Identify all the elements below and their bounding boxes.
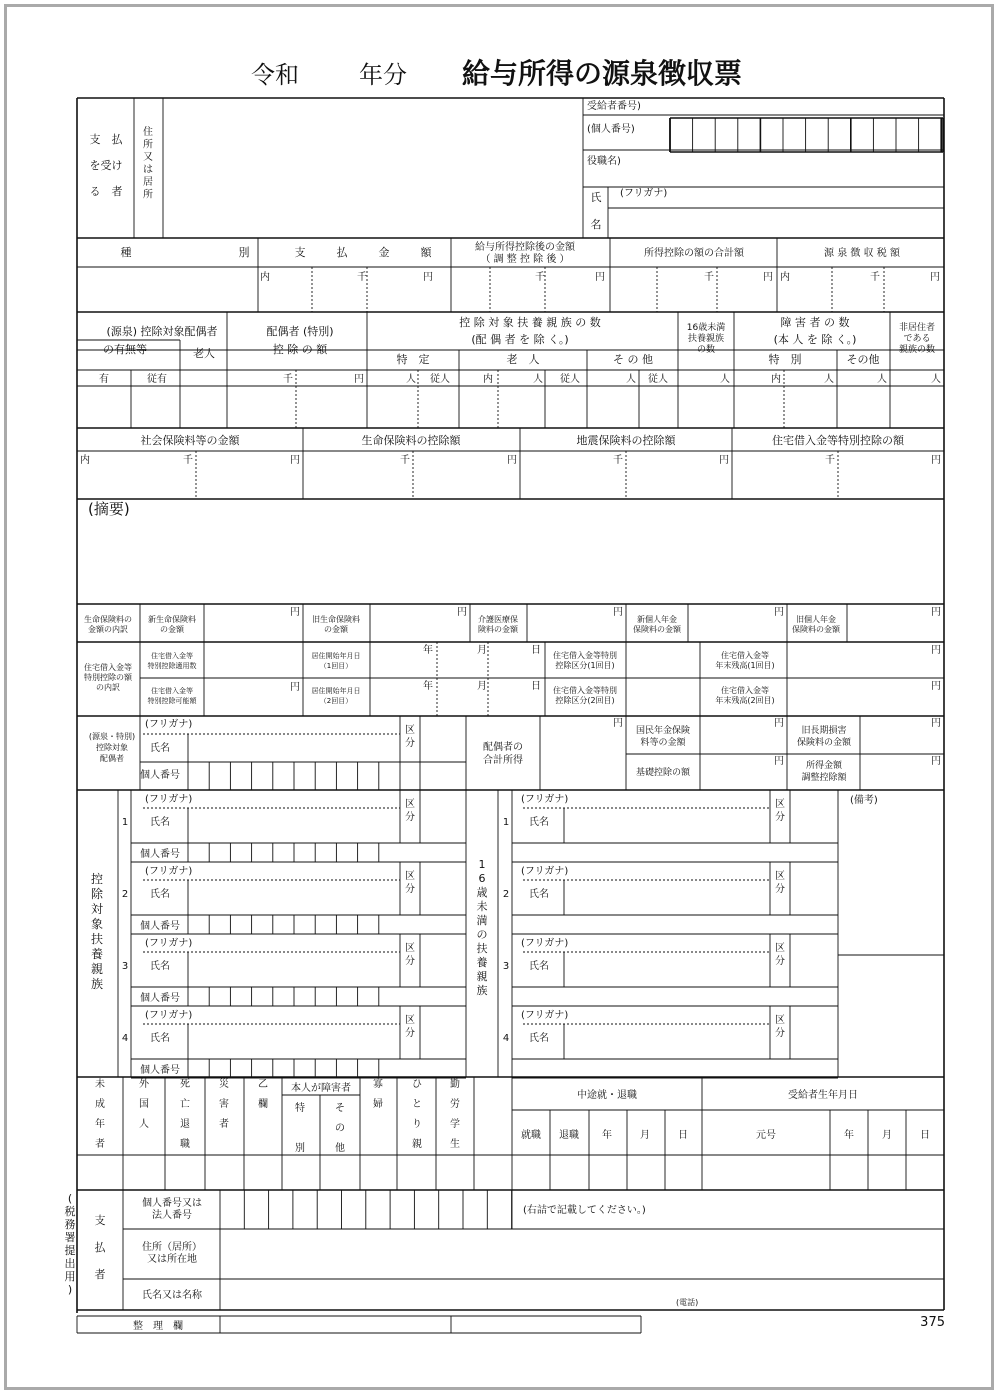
under16-label: 養: [476, 956, 488, 969]
form-label: 人: [720, 374, 730, 385]
payer-name-label: 氏名又は名称: [142, 1290, 202, 1301]
form-label: 元号: [756, 1130, 776, 1141]
unit-mark: 円: [763, 272, 773, 283]
form-label: 円: [774, 718, 784, 729]
unit-mark: 千: [357, 272, 367, 283]
form-label: 分: [405, 812, 415, 823]
form-label: そ: [335, 1103, 345, 1114]
dependents-label: 控: [90, 872, 104, 886]
submission-label: 用: [64, 1270, 76, 1283]
form-label: 退職: [559, 1130, 579, 1141]
spouse-detail-label: 控除対象: [96, 743, 128, 752]
form-label: 分: [405, 956, 415, 967]
status-column: 亡: [180, 1099, 190, 1110]
payment-amount-header: 支: [294, 246, 306, 259]
phone-label: (電話): [676, 1298, 699, 1307]
form-label: 個人番号: [140, 921, 180, 932]
form-label: 人: [406, 374, 416, 385]
dependents-label: 養: [90, 947, 104, 961]
dependents-label: 対: [90, 902, 104, 916]
unit-mark: 千: [535, 272, 545, 283]
form-label: 調整控除額: [801, 773, 847, 783]
form-label: 個人番号: [140, 1065, 180, 1076]
form-label: 分: [405, 884, 415, 895]
unit-mark: 円: [613, 607, 623, 618]
era-label: 令和: [251, 61, 299, 89]
unit-mark: 円: [774, 607, 784, 618]
form-label: 年: [602, 1130, 612, 1141]
status-column: 年: [95, 1119, 105, 1130]
unit-mark: 円: [595, 272, 605, 283]
status-column: ひ: [412, 1079, 422, 1090]
organize-field-label: 整 理 欄: [133, 1321, 183, 1332]
form-label: 特別控除適用数: [147, 662, 197, 670]
form-label: 住宅借入金等特別: [553, 686, 617, 695]
form-label: 人: [877, 374, 887, 385]
unit-mark: 円: [290, 607, 300, 618]
form-label: 日: [531, 645, 541, 656]
status-column: 未: [95, 1079, 105, 1090]
form-label: 区: [405, 943, 415, 954]
unit-mark: 円: [457, 607, 467, 618]
form-label: 居住開始年月日: [311, 687, 361, 695]
form-label: 住宅借入金等: [151, 652, 193, 660]
form-label: 旧生命保険料: [312, 615, 360, 624]
spouse-personal-number-label: 個人番号: [140, 770, 180, 781]
payer-label: 払: [94, 1241, 106, 1254]
dependent-number: 4: [121, 1033, 129, 1044]
form-label: 氏名: [150, 817, 170, 828]
submission-label: 税: [64, 1205, 76, 1218]
summary-label: (摘要): [88, 500, 130, 518]
status-column: 人: [139, 1119, 149, 1130]
form-label: その他: [846, 353, 880, 366]
form-label: 円: [931, 756, 941, 767]
under16-label: の: [476, 928, 488, 941]
form-label: 基礎控除の額: [635, 768, 691, 778]
personal-number-label: (個人番号): [587, 124, 635, 135]
furigana-label: (フリガナ): [620, 188, 668, 199]
name-label: 氏: [590, 191, 602, 204]
page-number: 375: [920, 1315, 945, 1330]
dependents-label: 除: [90, 887, 104, 901]
under16-header: 16歳未満: [686, 323, 726, 333]
name-label: 名: [590, 218, 602, 231]
spouse-detail-label: (源泉・特別): [88, 732, 136, 741]
form-label: 氏名: [150, 743, 170, 754]
midyear-label: 中途就・退職: [577, 1090, 637, 1101]
submission-label: 出: [64, 1257, 76, 1270]
form-label: 氏名: [529, 961, 549, 972]
form-label: 千: [283, 374, 293, 385]
nonresident-header: 親族の数: [898, 345, 936, 355]
under16-label: 1: [478, 858, 486, 871]
form-label: (フリガナ): [521, 938, 569, 949]
form-label: (フリガナ): [145, 794, 193, 805]
form-label: 介護医療保: [478, 615, 518, 624]
form-label: 内: [80, 455, 90, 466]
housing-loan-header: 住宅借入金等特別控除の額: [772, 434, 904, 447]
form-label: 特: [295, 1103, 305, 1114]
unit-mark: 円: [931, 607, 941, 618]
payer-address-label: 又は所在地: [147, 1254, 197, 1265]
form-label: 2: [502, 889, 510, 900]
status-column: 害: [219, 1099, 229, 1110]
payment-amount-header: 払: [336, 246, 348, 259]
form-label: 年末残高(1回目): [715, 661, 775, 670]
birthdate-label: 受給者生年月日: [788, 1090, 858, 1101]
nonresident-header: 非居住者: [898, 323, 936, 333]
form-label: 日: [678, 1130, 688, 1141]
submission-label: 務: [64, 1218, 76, 1231]
form-label: 分: [775, 812, 785, 823]
form-label: 人: [931, 374, 941, 385]
disabled-count-header: 障 害 者 の 数: [780, 316, 850, 329]
status-column: 学: [450, 1119, 460, 1130]
spouse-income-label: 配偶者の: [483, 742, 523, 753]
under16-label: 族: [476, 984, 488, 997]
submission-label: (: [67, 1192, 73, 1205]
nonresident-header: である: [903, 334, 931, 344]
form-label: 円: [613, 718, 623, 729]
form-label: 氏名: [529, 817, 549, 828]
form-label: 険料の金額: [478, 625, 518, 634]
form-label: 区: [405, 725, 415, 736]
address-label: 住: [143, 127, 153, 138]
status-column: 者: [95, 1139, 105, 1150]
form-label: 就職: [521, 1130, 541, 1141]
under16-header: の数: [696, 345, 716, 355]
unit-mark: 千: [870, 272, 880, 283]
form-label: （ 調 整 控 除 後 ）: [480, 254, 570, 265]
form-label: (フリガナ): [521, 794, 569, 805]
form-label: 保険料の金額: [633, 625, 681, 634]
dependent-number: 3: [121, 961, 129, 972]
form-label: （1回目）: [319, 662, 353, 670]
payee-header: る 者: [89, 185, 123, 198]
form-label: 区: [775, 799, 785, 810]
form-label: 区: [775, 943, 785, 954]
withholding-tax-header: 源 泉 徴 収 税 額: [824, 248, 900, 259]
form-label: 区: [405, 1015, 415, 1026]
form-label: (フリガナ): [145, 719, 193, 730]
form-label: 氏名: [529, 889, 549, 900]
elderly-label: 老人: [193, 347, 215, 360]
under16-header: 扶養親族: [687, 334, 725, 344]
form-label: 料等の金額: [640, 738, 686, 748]
form-label: 別: [238, 246, 250, 259]
form-label: 氏名: [150, 961, 170, 972]
form-label: 千: [825, 455, 835, 466]
form-label: 円: [931, 455, 941, 466]
form-label: 円: [290, 682, 300, 693]
under16-label: 扶: [476, 942, 488, 955]
under16-label: 未: [476, 900, 488, 913]
form-label: 千: [400, 455, 410, 466]
disabled-self-label: 本人が障害者: [291, 1083, 351, 1094]
spouse-deduction-header: 配偶者 (特別): [266, 325, 334, 338]
form-label: 保険料の金額: [796, 738, 852, 748]
address-label: 所: [143, 139, 153, 151]
form-title: 給与所得の源泉徴収票: [461, 57, 743, 90]
address-label: 所: [143, 189, 153, 201]
housing-detail-label: 特別控除の額: [84, 673, 132, 682]
status-column: 退: [180, 1119, 190, 1130]
submission-label: 提: [64, 1244, 76, 1257]
form-label: （2回目）: [319, 697, 353, 705]
form-label: 円: [290, 455, 300, 466]
form-label: 内: [483, 374, 493, 385]
form-label: 千: [183, 455, 193, 466]
status-column: 者: [219, 1119, 229, 1130]
status-column: 労: [450, 1099, 460, 1110]
under16-label: 親: [476, 970, 488, 983]
payment-amount-header: 額: [420, 246, 432, 259]
housing-detail-label: の内訳: [96, 683, 120, 692]
form-label: 円: [774, 756, 784, 767]
form-label: 月: [640, 1130, 650, 1141]
under16-label: 歳: [476, 886, 488, 899]
payer-address-label: 住所（居所）: [142, 1242, 202, 1253]
form-label: 円: [931, 645, 941, 656]
form-label: 国民年金保険: [635, 726, 691, 736]
form-label: 円: [719, 455, 729, 466]
form-label: 住宅借入金等: [721, 686, 769, 695]
after-deduction-header: 給与所得控除後の金額: [475, 242, 575, 253]
form-label: 区: [775, 1015, 785, 1026]
right-align-note: (右詰で記載してください。): [523, 1205, 646, 1216]
payer-number-label: 個人番号又は: [142, 1198, 202, 1209]
form-label: 保険料の金額: [792, 625, 840, 634]
form-label: 住宅借入金等: [721, 651, 769, 660]
unit-mark: 千: [704, 272, 714, 283]
status-column: 親: [412, 1139, 422, 1150]
dependents-label: 象: [90, 917, 104, 931]
status-column: 成: [95, 1099, 105, 1110]
position-label: 役職名): [587, 156, 621, 167]
earthquake-insurance-header: 地震保険料の控除額: [576, 434, 676, 447]
dependents-label: 扶: [90, 932, 104, 946]
form-label: 分: [775, 956, 785, 967]
form-label: 月: [477, 681, 487, 692]
form-label: 所得金額: [805, 761, 843, 771]
status-column: り: [412, 1119, 422, 1130]
payee-header: を受け: [89, 159, 123, 172]
dependent-number: 1: [121, 817, 129, 828]
form-label: 有: [99, 374, 109, 385]
address-label: 又: [143, 152, 153, 163]
form-label: 旧長期損害: [801, 726, 847, 736]
form-label: 個人番号: [140, 849, 180, 860]
form-label: 円: [931, 681, 941, 692]
form-label: 千: [613, 455, 623, 466]
form-label: 人: [824, 374, 834, 385]
recipient-number-label: 受給者番号): [587, 101, 641, 112]
form-label: 新個人年金: [637, 615, 677, 624]
form-label: 特別控除可能額: [147, 697, 197, 705]
form-label: の金額: [324, 625, 348, 634]
form-label: 円: [354, 374, 364, 385]
form-label: 日: [531, 681, 541, 692]
form-label: 年: [423, 681, 433, 692]
dependent-number: 2: [121, 889, 129, 900]
payer-number-label: 法人番号: [152, 1210, 192, 1221]
year-label: 年分: [359, 61, 407, 89]
form-label: 個人番号: [140, 993, 180, 1004]
form-label: 円: [507, 455, 517, 466]
form-label: 区: [405, 799, 415, 810]
form-label: 日: [920, 1130, 930, 1141]
form-label: (フリガナ): [145, 938, 193, 949]
form-label: 4: [502, 1033, 510, 1044]
form-label: 氏名: [150, 1033, 170, 1044]
form-label: 従人: [430, 374, 450, 385]
type-label: 種: [120, 246, 132, 259]
status-column: 乙: [258, 1079, 268, 1090]
form-label: (フリガナ): [521, 1010, 569, 1021]
spouse-presence-header: (源泉) 控除対象配偶者: [106, 325, 218, 338]
form-label: 分: [775, 1028, 785, 1039]
form-label: 氏名: [150, 889, 170, 900]
uchi-unit: 内: [260, 272, 270, 283]
form-label: 居住開始年月日: [311, 652, 361, 660]
form-label: 氏名: [529, 1033, 549, 1044]
spouse-detail-label: 配偶者: [100, 754, 124, 763]
form-label: 従人: [648, 374, 668, 385]
form-label: 月: [882, 1130, 892, 1141]
form-label: 従有: [147, 374, 167, 385]
form-label: 老 人: [506, 353, 540, 366]
form-label: 区: [405, 871, 415, 882]
dependents-label: 族: [90, 977, 104, 991]
payer-label: 者: [94, 1268, 106, 1281]
status-column: 災: [219, 1079, 229, 1090]
payer-label: 支: [94, 1214, 106, 1227]
status-column: 死: [180, 1079, 190, 1090]
form-label: 特 別: [768, 353, 802, 366]
form-label: 新生命保険料: [148, 615, 196, 624]
under16-label: 満: [476, 914, 488, 927]
address-label: は: [143, 164, 153, 176]
form-label: の金額: [160, 625, 184, 634]
life-detail-label: 生命保険料の: [84, 615, 132, 624]
total-deduction-header: 所得控除の額の合計額: [644, 248, 744, 259]
under16-label: 6: [478, 872, 486, 885]
form-label: 住宅借入金等: [151, 687, 193, 695]
housing-detail-label: 住宅借入金等: [84, 663, 132, 672]
social-insurance-header: 社会保険料等の金額: [140, 434, 240, 447]
payment-amount-header: 金: [378, 246, 390, 259]
form-label: (フリガナ): [521, 866, 569, 877]
form-label: 人: [533, 374, 543, 385]
life-detail-label: 金額の内訳: [88, 625, 128, 634]
form-label: 人: [626, 374, 636, 385]
address-label: 居: [143, 177, 153, 188]
form-label: 年末残高(2回目): [715, 696, 775, 705]
status-column: 勤: [450, 1079, 460, 1090]
form-label: (フリガナ): [145, 866, 193, 877]
form-label: 年: [423, 645, 433, 656]
uchi-unit: 内: [780, 272, 790, 283]
unit-mark: 円: [423, 272, 433, 283]
form-label: 分: [405, 738, 415, 749]
form-label: 控除区分(1回目): [555, 661, 615, 670]
form-label: の有無等: [103, 343, 147, 356]
form-label: 住宅借入金等特別: [553, 651, 617, 660]
status-column: 欄: [258, 1099, 268, 1110]
life-insurance-header: 生命保険料の控除額: [361, 434, 461, 447]
form-label: 月: [477, 645, 487, 656]
submission-label: ): [67, 1283, 73, 1296]
unit-mark: 円: [930, 272, 940, 283]
form-label: 年: [844, 1130, 854, 1141]
form-label: 特 定: [396, 353, 430, 366]
submission-label: 署: [64, 1231, 76, 1244]
status-column: と: [412, 1099, 422, 1110]
remarks-label: (備考): [850, 795, 878, 806]
status-column: 生: [450, 1139, 460, 1150]
form-label: の: [335, 1123, 345, 1134]
form-label: 区: [775, 871, 785, 882]
form-label: 3: [502, 961, 510, 972]
spouse-income-label: 合計所得: [483, 755, 523, 766]
form-label: (本 人 を 除 く。): [773, 333, 857, 346]
form-label: 控 除 の 額: [272, 343, 328, 356]
form-label: 控除区分(2回目): [555, 696, 615, 705]
payee-header: 支 払: [89, 133, 123, 146]
form-label: (フリガナ): [145, 1010, 193, 1021]
form-label: 従人: [560, 374, 580, 385]
status-column: 寡: [373, 1079, 383, 1090]
status-column: 国: [139, 1099, 149, 1110]
form-label: 他: [335, 1143, 345, 1154]
form-label: 内: [771, 374, 781, 385]
form-label: 旧個人年金: [796, 615, 836, 624]
form-label: 1: [502, 817, 510, 828]
form-label: 別: [295, 1143, 305, 1154]
form-label: (配 偶 者 を 除 く。): [471, 333, 569, 346]
form-label: 分: [405, 1028, 415, 1039]
form-label: 分: [775, 884, 785, 895]
status-column: 婦: [373, 1099, 383, 1110]
status-column: 外: [139, 1079, 149, 1090]
form-label: 円: [931, 718, 941, 729]
dependents-count-header: 控 除 対 象 扶 養 親 族 の 数: [459, 316, 601, 329]
dependents-label: 親: [90, 962, 104, 976]
form-label: そ の 他: [613, 353, 653, 366]
status-column: 職: [180, 1139, 190, 1150]
